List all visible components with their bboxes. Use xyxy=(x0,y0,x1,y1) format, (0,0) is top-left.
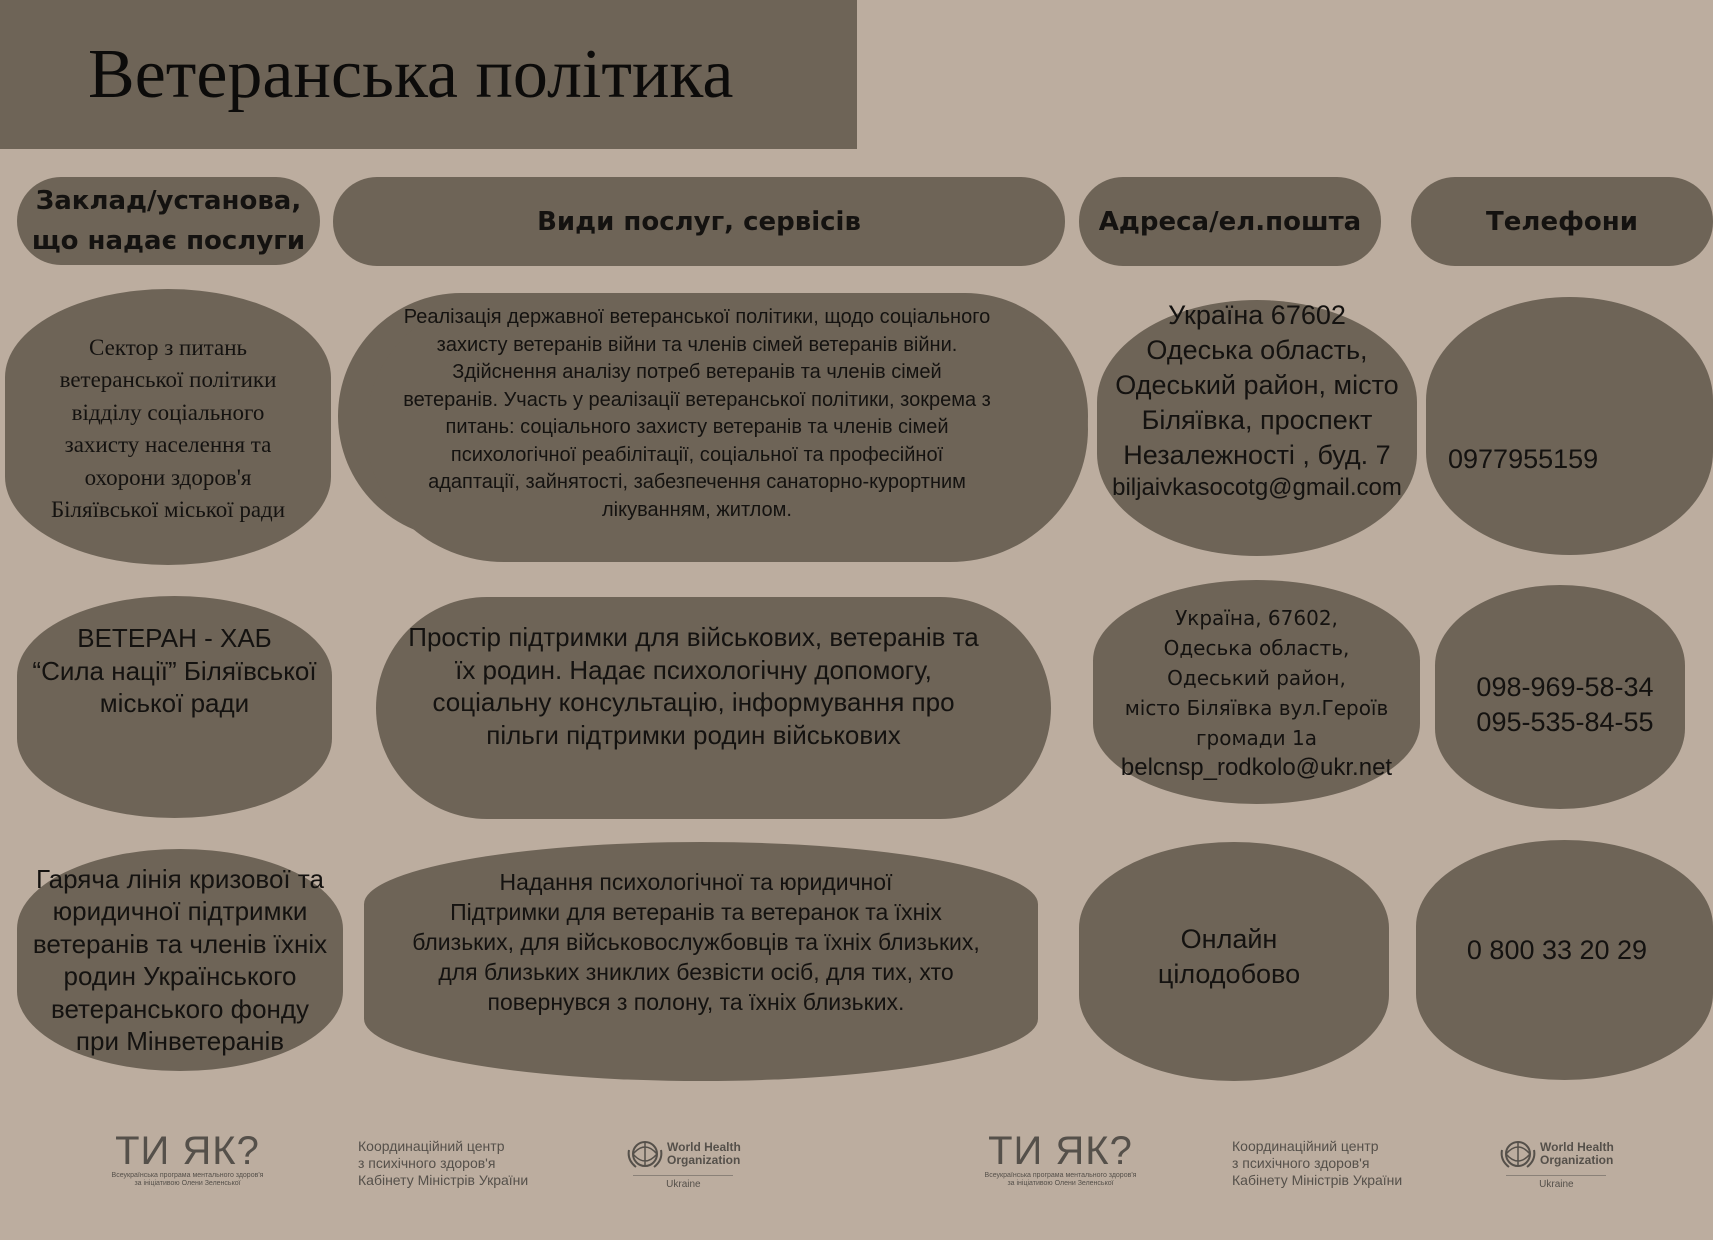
institution-line: відділу соціального xyxy=(71,399,265,425)
header-institution-line: що надає послуги xyxy=(31,226,306,256)
coord-line: з психічного здоров'я xyxy=(358,1155,496,1171)
page-title: Ветеранська політика xyxy=(88,36,734,113)
services-line: адаптації, зайнятості, забезпечення санаторно-курортним xyxy=(428,471,966,493)
tiyak-caption: Всеукраїнська програма ментального здоров'я xyxy=(111,1172,264,1179)
header-services-label: Види послуг, сервісів xyxy=(537,206,861,237)
services-line: соціальну консультацію, інформування про xyxy=(432,687,955,717)
phone-number: 098-969-58-34 xyxy=(1476,672,1654,702)
email-text: belcnsp_rodkolo@ukr.net xyxy=(1120,754,1393,781)
coord-line: Координаційний центр xyxy=(1232,1138,1379,1154)
row3-phones xyxy=(1416,840,1713,1080)
address-line: цілодобово xyxy=(1157,958,1301,989)
tiyak-logo xyxy=(968,1130,1153,1200)
who-name: World Health xyxy=(667,1140,741,1154)
who-name: World Health xyxy=(1540,1140,1614,1154)
tiyak-mark: ТИ ЯК? xyxy=(988,1129,1133,1173)
address-line: місто Біляївка вул.Героїв xyxy=(1124,696,1389,720)
coord-line: Координаційний центр xyxy=(358,1138,505,1154)
address-line: Україна, 67602, xyxy=(1175,606,1338,630)
header-institution-line: Заклад/установа, xyxy=(35,186,302,216)
phone-number: 095-535-84-55 xyxy=(1476,707,1654,737)
institution-line: ВЕТЕРАН - ХАБ xyxy=(77,623,272,653)
tiyak-caption: Всеукраїнська програма ментального здоров'я xyxy=(984,1172,1137,1179)
phone-number: 0977955159 xyxy=(1448,443,1599,474)
who-name: Organization xyxy=(1540,1153,1614,1167)
institution-line: ветеранів та членів їхніх xyxy=(32,928,328,959)
header-phones xyxy=(1411,177,1713,266)
coord-line: з психічного здоров'я xyxy=(1232,1155,1370,1171)
services-line: захисту ветеранів війни та членів сімей ветеранів війни. xyxy=(436,333,958,356)
services-line: близьких, для військовослужбовців та їхніх близьких, xyxy=(412,929,980,955)
services-line: Реалізація державної ветеранської політики, щодо соціального xyxy=(403,306,991,328)
institution-line: ветеранської політики xyxy=(59,367,277,392)
coordination-center-logo xyxy=(358,1138,528,1208)
row3-institution xyxy=(17,849,343,1071)
coordination-center-logo xyxy=(1232,1138,1402,1208)
services-line: їх родин. Надає психологічну допомогу, xyxy=(455,654,932,685)
tiyak-mark: ТИ ЯК? xyxy=(115,1129,260,1173)
institution-line: родин Українського xyxy=(63,961,297,991)
services-line: Надання психологічної та юридичної xyxy=(499,869,893,895)
phone-number: 0 800 33 20 29 xyxy=(1466,934,1648,965)
row1-institution xyxy=(5,289,331,565)
services-line: Здійснення аналізу потреб ветеранів та членів сімей xyxy=(452,361,942,383)
address-line: Біляївка, проспект xyxy=(1141,405,1373,435)
institution-line: Біляївської міської ради xyxy=(50,497,286,522)
header-services xyxy=(333,177,1065,266)
address-line: Онлайн xyxy=(1180,923,1278,954)
address-line: Україна 67602 xyxy=(1168,300,1346,330)
row2-services xyxy=(376,597,1051,819)
row1-services xyxy=(366,296,1088,562)
institution-line: при Мінветеранів xyxy=(75,1026,285,1056)
who-country: Ukraine xyxy=(1506,1175,1606,1191)
title-banner xyxy=(0,0,857,149)
row1-address xyxy=(1097,300,1417,556)
services-line: психологічної реабілітації, соціальної та професійної xyxy=(450,443,944,466)
services-line: Підтримки для ветеранів та ветеранок та їхніх xyxy=(450,899,942,925)
institution-line: міської ради xyxy=(99,688,250,718)
who-logo xyxy=(626,1136,741,1206)
services-line: Простір підтримки для військових, ветеранів та xyxy=(408,622,979,652)
institution-line: “Сила нації” Біляївської xyxy=(32,655,317,686)
header-institution xyxy=(17,177,320,265)
institution-line: ветеранського фонду xyxy=(50,993,310,1024)
coord-line: Кабінету Міністрів України xyxy=(1232,1172,1403,1188)
tiyak-logo xyxy=(95,1130,280,1200)
address-line: Одеська область, xyxy=(1163,636,1350,660)
header-address xyxy=(1079,177,1381,266)
header-address-label: Адреса/ел.пошта xyxy=(1098,206,1362,237)
email-text: biljaivkasocotg@gmail.com xyxy=(1112,474,1402,501)
institution-line: юридичної підтримки xyxy=(52,896,308,926)
row2-institution xyxy=(17,596,332,818)
address-line: Одеський район, місто xyxy=(1115,370,1399,400)
row1-phones xyxy=(1426,297,1713,555)
institution-line: Гаряча лінія кризової та xyxy=(36,863,324,894)
services-line: повернувся з полону, та їхніх близьких. xyxy=(487,989,905,1015)
services-line: питань: соціального захисту ветеранів та членів сімей xyxy=(445,416,949,438)
header-phones-label: Телефони xyxy=(1486,206,1638,237)
services-line: лікуванням, житлом. xyxy=(602,498,792,521)
institution-line: Сектор з питань xyxy=(89,334,247,360)
tiyak-caption: за ініціативою Олени Зеленської xyxy=(134,1180,241,1187)
who-emblem-icon xyxy=(626,1136,664,1172)
tiyak-caption: за ініціативою Олени Зеленської xyxy=(1007,1180,1114,1187)
row3-address xyxy=(1079,842,1389,1081)
address-line: Незалежності , буд. 7 xyxy=(1123,440,1391,470)
who-country: Ukraine xyxy=(633,1175,733,1191)
institution-line: захисту населення та xyxy=(64,432,272,457)
row3-services xyxy=(364,842,1038,1081)
institution-line: охорони здоров'я xyxy=(84,464,252,490)
who-name: Organization xyxy=(667,1153,741,1167)
services-line: для близьких зниклих безвісти осіб, для тих, хто xyxy=(438,959,954,985)
who-emblem-icon xyxy=(1499,1136,1537,1172)
address-line: Одеська область, xyxy=(1146,335,1368,365)
who-logo xyxy=(1499,1136,1614,1206)
address-line: громади 1а xyxy=(1196,726,1317,750)
row2-address xyxy=(1093,580,1420,804)
services-line: ветеранів. Участь у реалізації ветеранської політики, зокрема з xyxy=(403,388,991,411)
coord-line: Кабінету Міністрів України xyxy=(358,1172,529,1188)
address-line: Одеський район, xyxy=(1167,666,1346,690)
row2-phones xyxy=(1435,585,1685,809)
services-line: пільги підтримки родин військових xyxy=(486,719,901,750)
